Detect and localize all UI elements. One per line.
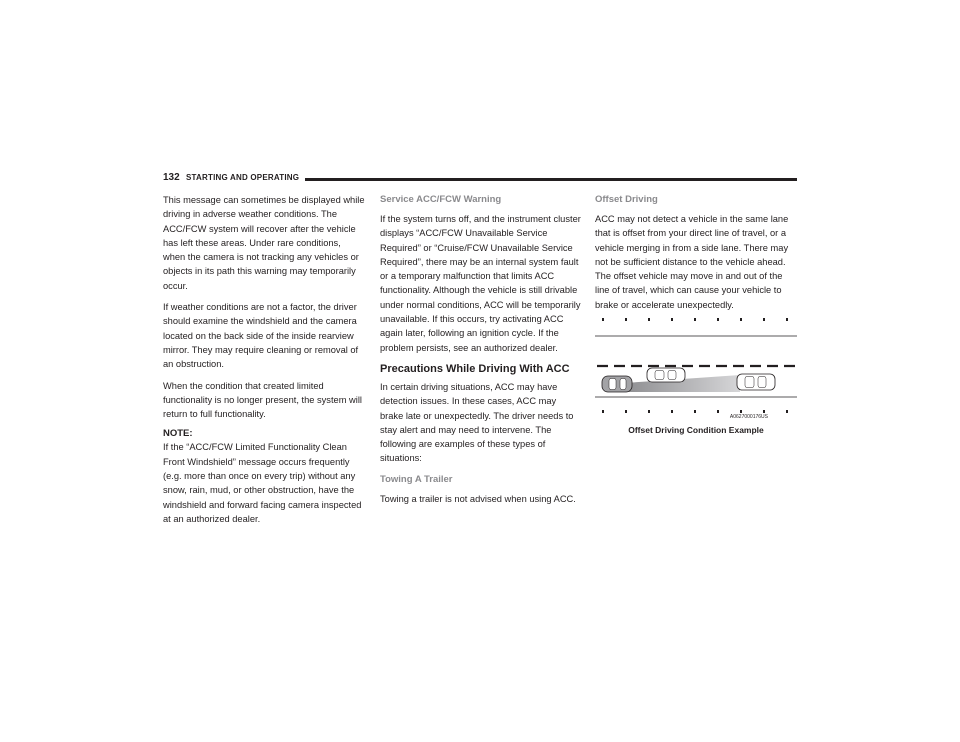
column-2 <box>380 193 582 513</box>
page-header <box>163 172 797 186</box>
header-rule <box>305 178 797 181</box>
offset-driving-illustration <box>595 312 797 420</box>
service-warning-heading: Service ACC/FCW Warning <box>380 194 502 205</box>
column-3 <box>595 193 797 319</box>
offset-driving-figure <box>595 312 797 435</box>
note-text: If the “ACC/FCW Limited Functionality Clean Front Windshield” message occurs frequently (e.g. more than once on every trip) without any snow, rain, mud, or other obstruction, have the windshield and forward facing camera inspected at an authorized dealer. <box>163 442 362 524</box>
towing-text: Towing a trailer is not advised when using ACC. <box>380 493 576 504</box>
note-label: NOTE: <box>163 428 193 440</box>
road-markers-top <box>602 318 788 321</box>
column-1 <box>163 193 365 533</box>
service-warning-text: If the system turns off, and the instrument cluster displays “ACC/FCW Unavailable Service Required” or “Cruise/FCW Unavailable Service Required”, there may be an internal system fault or a temporary malfunction that limits ACC functionality. Although the vehicle is still drivable under normal conditions, ACC will be temporarily unavailable. If this occurs, try activating ACC again later, following an ignition cycle. If the problem persists, see an authorized dealer. <box>380 214 581 353</box>
paragraph-windshield: If weather conditions are not a factor, the driver should examine the windshield and the camera located on the back side of the inside rearview mirror. They may require cleaning or removal of an obstruction. <box>163 302 359 370</box>
offset-driving-text: ACC may not detect a vehicle in the same lane that is offset from your direct line of travel, or a vehicle merging in from a side lane. There may not be sufficient distance to the vehicle ahead. The offset vehicle may move in and out of the line of travel, which can cause your vehicle to brake or accelerate unexpectedly. <box>595 214 789 310</box>
vehicle-ahead <box>737 374 775 390</box>
figure-caption: Offset Driving Condition Example <box>628 425 764 435</box>
precautions-text: In certain driving situations, ACC may have detection issues. In these cases, ACC may brake late or unexpectedly. The driver needs to stay alert and may need to intervene. The following are examples of these types of situations: <box>380 381 574 464</box>
offset-vehicle <box>647 368 685 382</box>
towing-heading: Towing A Trailer <box>380 473 453 485</box>
paragraph-weather: This message can sometimes be displayed while driving in adverse weather conditions. The ACC/FCW system will recover after the vehicle has left these areas. Under rare conditions, when the camera is not tracking any vehicles or objects in its path this warning may temporarily occur. <box>163 195 365 291</box>
offset-driving-heading: Offset Driving <box>595 194 658 205</box>
own-vehicle <box>602 376 632 392</box>
paragraph-full-functionality: When the condition that created limited functionality is no longer present, the system will return to full functionality. <box>163 380 362 420</box>
precautions-heading: Precautions While Driving With ACC <box>380 362 570 375</box>
road-markers-bottom <box>602 410 788 413</box>
page-number: 132 <box>163 172 180 183</box>
section-title: STARTING AND OPERATING <box>186 173 300 182</box>
figure-code: A0627000176US <box>729 414 768 420</box>
